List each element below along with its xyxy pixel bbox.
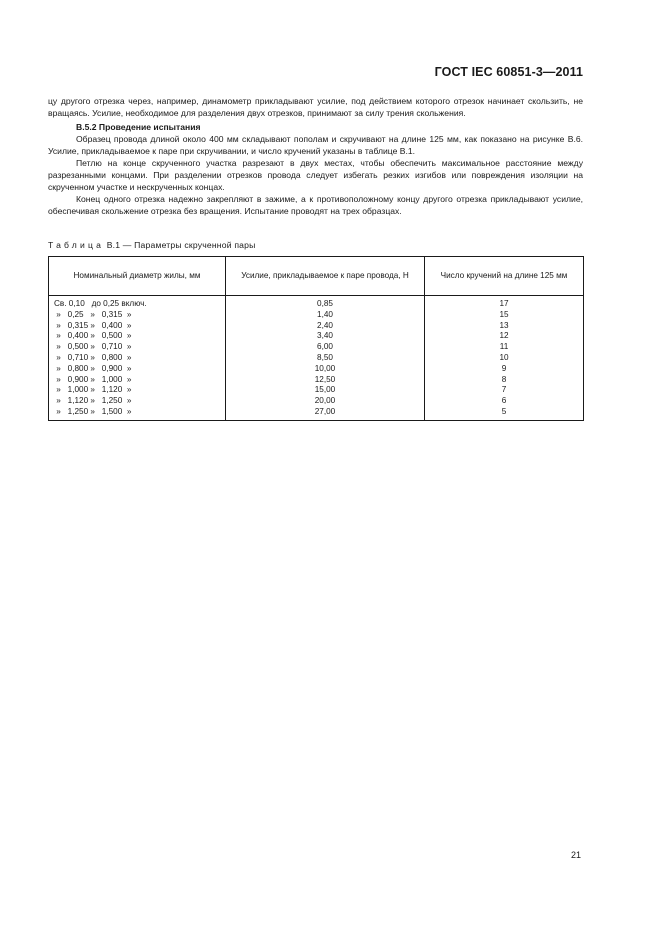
cell-diameter: » 0,315 » 0,400 »: [49, 321, 226, 332]
cell-diameter: » 0,710 » 0,800 »: [49, 353, 226, 364]
cell-diameter: » 0,500 » 0,710 »: [49, 342, 226, 353]
twisted-pair-parameters-table: [48, 256, 584, 421]
table-caption-text: В.1 — Параметры скрученной пары: [106, 240, 256, 250]
table-row: [49, 342, 584, 353]
cell-force: 8,50: [226, 353, 425, 364]
cell-diameter: Св. 0,10 до 0,25 включ.: [49, 296, 226, 310]
header-twists: Число кручений на длине 125 мм: [425, 257, 584, 296]
table-caption-word: Таблица: [48, 240, 105, 250]
table-row: [49, 310, 584, 321]
cell-twists: 17: [425, 296, 584, 310]
header-force: Усилие, прикладываемое к паре провода, Н: [226, 257, 425, 296]
cell-force: 2,40: [226, 321, 425, 332]
table-row: [49, 353, 584, 364]
cell-diameter: » 0,900 » 1,000 »: [49, 375, 226, 386]
cell-force: 15,00: [226, 385, 425, 396]
cell-twists: 5: [425, 407, 584, 420]
table-body: [49, 296, 584, 421]
paragraph-clamp: Конец одного отрезка надежно закрепляют в зажиме, а к противоположному концу другого отрезка прикладывают усилие, обеспечивая скольжение отрезка без вращения. Испытание проводят на трех образцах.: [48, 194, 583, 216]
table-row: [49, 321, 584, 332]
cell-diameter: » 1,000 » 1,120 »: [49, 385, 226, 396]
cell-diameter: » 0,800 » 0,900 »: [49, 364, 226, 375]
cell-force: 10,00: [226, 364, 425, 375]
paragraph-sample: Образец провода длиной около 400 мм складывают пополам и скручивают на длине 125 мм, как показано на рисунке В.6. Усилие, прикладываемое к паре при скручивании, и число кручений указаны в таблице В.1.: [48, 134, 583, 156]
table-row: [49, 364, 584, 375]
cell-force: 12,50: [226, 375, 425, 386]
table-row: [49, 331, 584, 342]
cell-diameter: » 0,400 » 0,500 »: [49, 331, 226, 342]
cell-force: 20,00: [226, 396, 425, 407]
cell-force: 27,00: [226, 407, 425, 420]
cell-force: 0,85: [226, 296, 425, 310]
table-caption: [48, 240, 256, 250]
cell-twists: 15: [425, 310, 584, 321]
table-row: [49, 396, 584, 407]
table-row: [49, 407, 584, 420]
page-number: 21: [570, 850, 581, 860]
section-heading: В.5.2 Проведение испытания: [76, 122, 201, 132]
cell-twists: 10: [425, 353, 584, 364]
cell-twists: 7: [425, 385, 584, 396]
cell-force: 1,40: [226, 310, 425, 321]
cell-force: 3,40: [226, 331, 425, 342]
table-row: [49, 296, 584, 310]
cell-twists: 12: [425, 331, 584, 342]
table-row: [49, 385, 584, 396]
table-header-row: [49, 257, 584, 296]
header-diameter: Номинальный диаметр жилы, мм: [49, 257, 226, 296]
cell-diameter: » 0,25 » 0,315 »: [49, 310, 226, 321]
cell-diameter: » 1,120 » 1,250 »: [49, 396, 226, 407]
paragraph-loop: Петлю на конце скрученного участка разрезают в двух местах, чтобы обеспечить максимальное расстояние между разрезанными концами. При разделении отрезков провода следует избегать резких изгибов или повреждения изоляции на скрученном участке и нескрученных концах.: [48, 158, 583, 192]
cell-force: 6,00: [226, 342, 425, 353]
cell-twists: 11: [425, 342, 584, 353]
cell-twists: 13: [425, 321, 584, 332]
body-text: [48, 95, 583, 217]
document-id: ГОСТ IEC 60851-3—2011: [434, 65, 583, 79]
paragraph-continuation: цу другого отрезка через, например, динамометр прикладывают усилие, под действием которого отрезок начинает скользить, не вращаясь. Усилие, необходимое для разделения двух отрезков, принимают за силу трения скольжения.: [48, 96, 583, 118]
cell-twists: 8: [425, 375, 584, 386]
cell-twists: 6: [425, 396, 584, 407]
table-row: [49, 375, 584, 386]
cell-twists: 9: [425, 364, 584, 375]
cell-diameter: » 1,250 » 1,500 »: [49, 407, 226, 420]
